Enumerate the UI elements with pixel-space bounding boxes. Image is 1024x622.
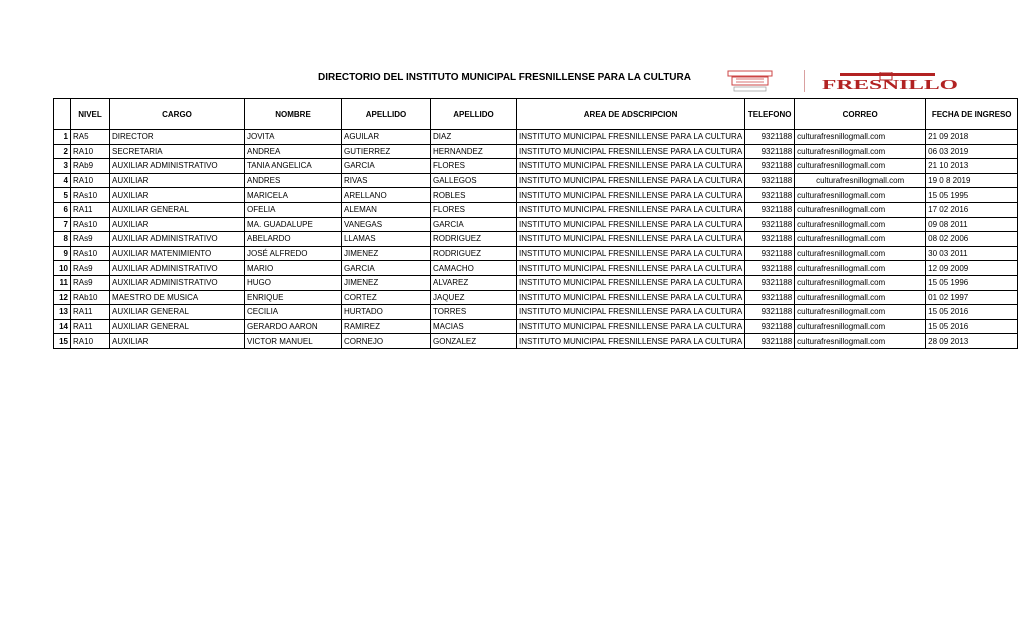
apellido-materno-cell: ALVAREZ xyxy=(431,275,517,290)
correo-cell: culturafresnillogmall.com xyxy=(795,290,926,305)
nombre-cell: MA. GUADALUPE xyxy=(245,217,342,232)
correo-cell: culturafresnillogmall.com xyxy=(795,232,926,247)
nivel-cell: RA10 xyxy=(71,334,110,349)
institute-seal-logo xyxy=(724,70,776,92)
table-row xyxy=(54,290,1018,305)
column-header: CORREO xyxy=(795,99,926,130)
apellido-materno-cell: RODRIGUEZ xyxy=(431,246,517,261)
cargo-cell: AUXILIAR xyxy=(110,217,245,232)
telefono-cell: 9321188 xyxy=(745,130,795,145)
area-cell: INSTITUTO MUNICIPAL FRESNILLENSE PARA LA CULTURA xyxy=(517,290,745,305)
nivel-cell: RAs9 xyxy=(71,261,110,276)
nombre-cell: OFELIA xyxy=(245,202,342,217)
row-number: 11 xyxy=(54,275,71,290)
telefono-cell: 9321188 xyxy=(745,144,795,159)
table-row xyxy=(54,130,1018,145)
nombre-cell: MARICELA xyxy=(245,188,342,203)
apellido-paterno-cell: GARCIA xyxy=(342,159,431,174)
apellido-paterno-cell: HURTADO xyxy=(342,305,431,320)
nivel-cell: RA11 xyxy=(71,319,110,334)
area-cell: INSTITUTO MUNICIPAL FRESNILLENSE PARA LA CULTURA xyxy=(517,217,745,232)
apellido-materno-cell: CAMACHO xyxy=(431,261,517,276)
telefono-cell: 9321188 xyxy=(745,305,795,320)
telefono-cell: 9321188 xyxy=(745,246,795,261)
fecha-cell: 06 03 2019 xyxy=(926,144,1018,159)
fecha-cell: 08 02 2006 xyxy=(926,232,1018,247)
apellido-materno-cell: TORRES xyxy=(431,305,517,320)
apellido-paterno-cell: RAMIREZ xyxy=(342,319,431,334)
table-row xyxy=(54,188,1018,203)
apellido-materno-cell: GONZALEZ xyxy=(431,334,517,349)
row-number: 2 xyxy=(54,144,71,159)
apellido-paterno-cell: CORTEZ xyxy=(342,290,431,305)
area-cell: INSTITUTO MUNICIPAL FRESNILLENSE PARA LA CULTURA xyxy=(517,319,745,334)
column-header: CARGO xyxy=(110,99,245,130)
area-cell: INSTITUTO MUNICIPAL FRESNILLENSE PARA LA CULTURA xyxy=(517,130,745,145)
row-number: 8 xyxy=(54,232,71,247)
row-number: 5 xyxy=(54,188,71,203)
column-header xyxy=(54,99,71,130)
correo-cell: culturafresnillogmall.com xyxy=(795,159,926,174)
fecha-cell: 17 02 2016 xyxy=(926,202,1018,217)
column-header: APELLIDO xyxy=(431,99,517,130)
nombre-cell: JOVITA xyxy=(245,130,342,145)
apellido-materno-cell: MACIAS xyxy=(431,319,517,334)
nombre-cell: ANDREA xyxy=(245,144,342,159)
telefono-cell: 9321188 xyxy=(745,275,795,290)
telefono-cell: 9321188 xyxy=(745,188,795,203)
table-row xyxy=(54,173,1018,188)
apellido-paterno-cell: LLAMAS xyxy=(342,232,431,247)
apellido-materno-cell: DIAZ xyxy=(431,130,517,145)
fecha-cell: 15 05 2016 xyxy=(926,305,1018,320)
row-number: 10 xyxy=(54,261,71,276)
table-row xyxy=(54,159,1018,174)
fecha-cell: 21 09 2018 xyxy=(926,130,1018,145)
nombre-cell: ABELARDO xyxy=(245,232,342,247)
fecha-cell: 01 02 1997 xyxy=(926,290,1018,305)
fecha-cell: 15 05 2016 xyxy=(926,319,1018,334)
correo-cell: culturafresnillogmall.com xyxy=(795,319,926,334)
correo-cell: culturafresnillogmall.com xyxy=(795,188,926,203)
fecha-cell: 21 10 2013 xyxy=(926,159,1018,174)
cargo-cell: DIRECTOR xyxy=(110,130,245,145)
correo-cell: culturafresnillogmall.com xyxy=(795,334,926,349)
nivel-cell: RA5 xyxy=(71,130,110,145)
apellido-materno-cell: GARCIA xyxy=(431,217,517,232)
nivel-cell: RAs9 xyxy=(71,232,110,247)
nivel-cell: RA10 xyxy=(71,173,110,188)
nivel-cell: RAb10 xyxy=(71,290,110,305)
cargo-cell: AUXILIAR ADMINISTRATIVO xyxy=(110,261,245,276)
nombre-cell: ANDRES xyxy=(245,173,342,188)
apellido-materno-cell: FLORES xyxy=(431,202,517,217)
nivel-cell: RAs10 xyxy=(71,246,110,261)
logo-lettering: FRESNILLO xyxy=(822,78,959,92)
correo-cell: culturafresnillogmall.com xyxy=(795,130,926,145)
cargo-cell: MAESTRO DE MUSICA xyxy=(110,290,245,305)
table-row xyxy=(54,217,1018,232)
area-cell: INSTITUTO MUNICIPAL FRESNILLENSE PARA LA CULTURA xyxy=(517,202,745,217)
area-cell: INSTITUTO MUNICIPAL FRESNILLENSE PARA LA CULTURA xyxy=(517,188,745,203)
row-number: 3 xyxy=(54,159,71,174)
nombre-cell: JOSÉ ALFREDO xyxy=(245,246,342,261)
row-number: 4 xyxy=(54,173,71,188)
apellido-paterno-cell: JIMENEZ xyxy=(342,246,431,261)
table-row xyxy=(54,305,1018,320)
cargo-cell: AUXILIAR GENERAL xyxy=(110,202,245,217)
row-number: 7 xyxy=(54,217,71,232)
apellido-materno-cell: HERNANDEZ xyxy=(431,144,517,159)
logo-divider xyxy=(804,70,805,92)
page-title: DIRECTORIO DEL INSTITUTO MUNICIPAL FRESNILLENSE PARA LA CULTURA xyxy=(318,72,691,83)
apellido-paterno-cell: VANEGAS xyxy=(342,217,431,232)
column-header: NOMBRE xyxy=(245,99,342,130)
apellido-paterno-cell: AGUILAR xyxy=(342,130,431,145)
correo-cell: culturafresnillogmall.com xyxy=(795,173,926,188)
nivel-cell: RA11 xyxy=(71,202,110,217)
apellido-paterno-cell: JIMENEZ xyxy=(342,275,431,290)
apellido-materno-cell: RODRIGUEZ xyxy=(431,232,517,247)
area-cell: INSTITUTO MUNICIPAL FRESNILLENSE PARA LA CULTURA xyxy=(517,246,745,261)
correo-cell: culturafresnillogmall.com xyxy=(795,202,926,217)
table-row xyxy=(54,246,1018,261)
nivel-cell: RA10 xyxy=(71,144,110,159)
row-number: 15 xyxy=(54,334,71,349)
nombre-cell: ENRIQUE xyxy=(245,290,342,305)
nombre-cell: GERARDO AARON xyxy=(245,319,342,334)
fecha-cell: 12 09 2009 xyxy=(926,261,1018,276)
nivel-cell: RAb9 xyxy=(71,159,110,174)
area-cell: INSTITUTO MUNICIPAL FRESNILLENSE PARA LA CULTURA xyxy=(517,173,745,188)
table-row xyxy=(54,232,1018,247)
column-header: AREA DE ADSCRIPCION xyxy=(517,99,745,130)
row-number: 9 xyxy=(54,246,71,261)
cargo-cell: AUXILIAR xyxy=(110,334,245,349)
nombre-cell: HUGO xyxy=(245,275,342,290)
table-row xyxy=(54,144,1018,159)
column-header: APELLIDO xyxy=(342,99,431,130)
apellido-paterno-cell: ALEMAN xyxy=(342,202,431,217)
cargo-cell: SECRETARIA xyxy=(110,144,245,159)
apellido-paterno-cell: GUTIERREZ xyxy=(342,144,431,159)
cargo-cell: AUXILIAR GENERAL xyxy=(110,305,245,320)
table-row xyxy=(54,202,1018,217)
telefono-cell: 9321188 xyxy=(745,159,795,174)
apellido-materno-cell: JAQUEZ xyxy=(431,290,517,305)
fecha-cell: 09 08 2011 xyxy=(926,217,1018,232)
table-header-row xyxy=(54,99,1018,130)
correo-cell: culturafresnillogmall.com xyxy=(795,246,926,261)
table-row xyxy=(54,275,1018,290)
correo-cell: culturafresnillogmall.com xyxy=(795,275,926,290)
fecha-cell: 28 09 2013 xyxy=(926,334,1018,349)
correo-cell: culturafresnillogmall.com xyxy=(795,144,926,159)
apellido-paterno-cell: ARELLANO xyxy=(342,188,431,203)
cargo-cell: AUXILIAR ADMINISTRATIVO xyxy=(110,159,245,174)
table-row xyxy=(54,319,1018,334)
table-row xyxy=(54,334,1018,349)
row-number: 1 xyxy=(54,130,71,145)
column-header: TELEFONO xyxy=(745,99,795,130)
area-cell: INSTITUTO MUNICIPAL FRESNILLENSE PARA LA CULTURA xyxy=(517,232,745,247)
apellido-paterno-cell: RIVAS xyxy=(342,173,431,188)
correo-cell: culturafresnillogmall.com xyxy=(795,217,926,232)
correo-cell: culturafresnillogmall.com xyxy=(795,261,926,276)
telefono-cell: 9321188 xyxy=(745,334,795,349)
area-cell: INSTITUTO MUNICIPAL FRESNILLENSE PARA LA CULTURA xyxy=(517,334,745,349)
fecha-cell: 15 05 1996 xyxy=(926,275,1018,290)
apellido-materno-cell: ROBLES xyxy=(431,188,517,203)
nombre-cell: CECILIA xyxy=(245,305,342,320)
row-number: 12 xyxy=(54,290,71,305)
row-number: 14 xyxy=(54,319,71,334)
fecha-cell: 15 05 1995 xyxy=(926,188,1018,203)
area-cell: INSTITUTO MUNICIPAL FRESNILLENSE PARA LA CULTURA xyxy=(517,261,745,276)
nombre-cell: TANIA ANGELICA xyxy=(245,159,342,174)
area-cell: INSTITUTO MUNICIPAL FRESNILLENSE PARA LA CULTURA xyxy=(517,144,745,159)
area-cell: INSTITUTO MUNICIPAL FRESNILLENSE PARA LA CULTURA xyxy=(517,275,745,290)
cargo-cell: AUXILIAR ADMINISTRATIVO xyxy=(110,232,245,247)
row-number: 13 xyxy=(54,305,71,320)
nivel-cell: RA11 xyxy=(71,305,110,320)
telefono-cell: 9321188 xyxy=(745,261,795,276)
apellido-paterno-cell: CORNEJO xyxy=(342,334,431,349)
fecha-cell: 30 03 2011 xyxy=(926,246,1018,261)
cargo-cell: AUXILIAR xyxy=(110,173,245,188)
row-number: 6 xyxy=(54,202,71,217)
column-header: NIVEL xyxy=(71,99,110,130)
telefono-cell: 9321188 xyxy=(745,173,795,188)
nombre-cell: MARIO xyxy=(245,261,342,276)
apellido-materno-cell: GALLEGOS xyxy=(431,173,517,188)
area-cell: INSTITUTO MUNICIPAL FRESNILLENSE PARA LA CULTURA xyxy=(517,305,745,320)
nivel-cell: RAs10 xyxy=(71,188,110,203)
column-header: FECHA DE INGRESO xyxy=(926,99,1018,130)
telefono-cell: 9321188 xyxy=(745,232,795,247)
fresnillo-logo xyxy=(820,72,960,92)
cargo-cell: AUXILIAR ADMINISTRATIVO xyxy=(110,275,245,290)
apellido-materno-cell: FLORES xyxy=(431,159,517,174)
cargo-cell: AUXILIAR xyxy=(110,188,245,203)
area-cell: INSTITUTO MUNICIPAL FRESNILLENSE PARA LA CULTURA xyxy=(517,159,745,174)
telefono-cell: 9321188 xyxy=(745,217,795,232)
cargo-cell: AUXILIAR MATENIMIENTO xyxy=(110,246,245,261)
telefono-cell: 9321188 xyxy=(745,319,795,334)
directory-table xyxy=(53,98,1018,349)
nivel-cell: RAs10 xyxy=(71,217,110,232)
telefono-cell: 9321188 xyxy=(745,202,795,217)
correo-cell: culturafresnillogmall.com xyxy=(795,305,926,320)
table-row xyxy=(54,261,1018,276)
telefono-cell: 9321188 xyxy=(745,290,795,305)
fecha-cell: 19 0 8 2019 xyxy=(926,173,1018,188)
cargo-cell: AUXILIAR GENERAL xyxy=(110,319,245,334)
nivel-cell: RAs9 xyxy=(71,275,110,290)
nombre-cell: VICTOR MANUEL xyxy=(245,334,342,349)
apellido-paterno-cell: GARCIA xyxy=(342,261,431,276)
